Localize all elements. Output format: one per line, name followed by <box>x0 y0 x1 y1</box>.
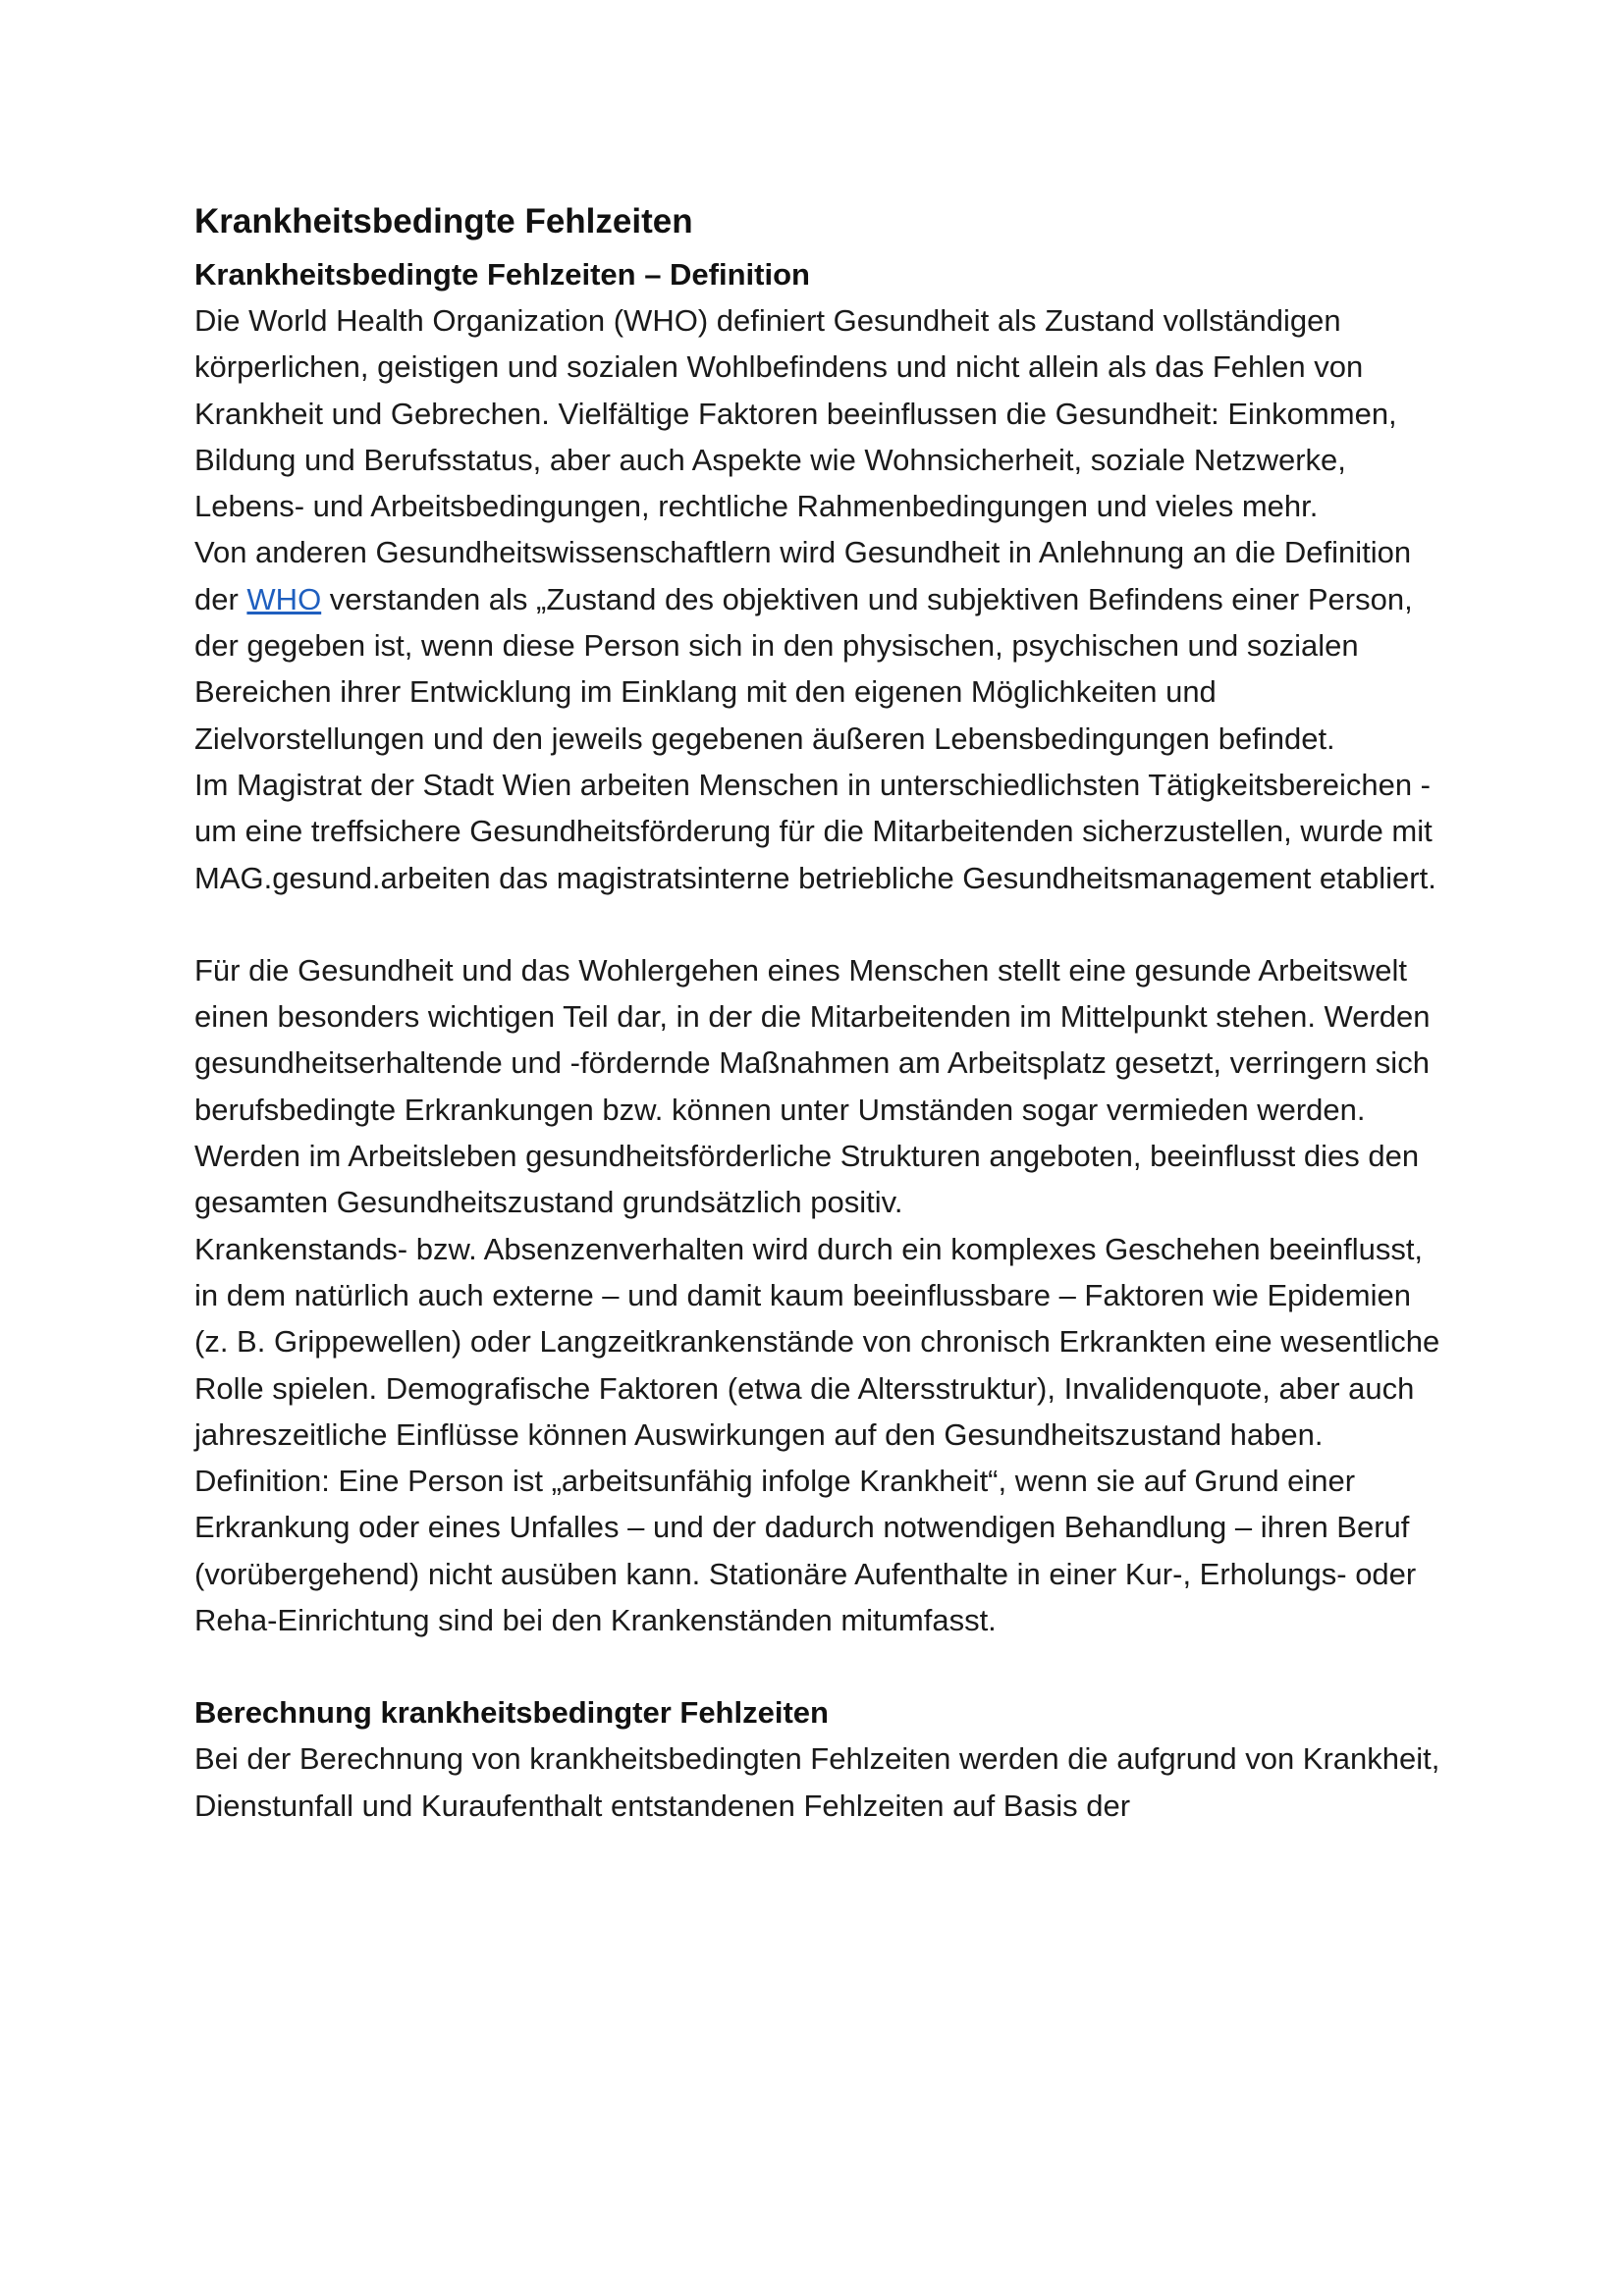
paragraph-spacer <box>194 1643 1441 1689</box>
who-link[interactable]: WHO <box>246 581 322 616</box>
section-heading-definition: Krankheitsbedingte Fehlzeiten – Definition <box>194 257 810 292</box>
section-heading-calculation: Berechnung krankheitsbedingter Fehlzeiten <box>194 1695 829 1731</box>
paragraph-incapacity-definition: Definition: Eine Person ist „arbeitsunfähig infolge Krankheit“, wenn sie auf Grund einer Erkrankung oder eines Unfalles – und der dadurch notwendigen Behandlung – ihren Beruf (vorübergehend) nicht ausüben kann. Stationäre Aufenthalte in einer Kur-, Erholungs- oder Reha-Einrichtung sind bei den Krankenständen mitumfasst. <box>194 1464 1417 1638</box>
paragraph-magistrat: Im Magistrat der Stadt Wien arbeiten Menschen in unterschiedlichsten Tätigkeitsbereichen - um eine treffsichere Gesundheitsförderung für die Mitarbeitenden sicherzustellen, wurde mit MAG.gesund.arbeiten das magistratsinterne betriebliche Gesundheitsmanagement etabliert. <box>194 767 1436 895</box>
paragraph-absence-behavior: Krankenstands- bzw. Absenzenverhalten wird durch ein komplexes Geschehen beeinflusst, in dem natürlich auch externe – und damit kaum beeinflussbare – Faktoren wie Epidemien (z. B. Grippewellen) oder Langzeitkrankenstände von chronisch Erkrankten eine wesentliche Rolle spielen. Demografische Faktoren (etwa die Altersstruktur), Invalidenquote, aber auch jahreszeitliche Einflüsse können Auswirkungen auf den Gesundheitszustand haben. <box>194 1231 1440 1452</box>
document-title: Krankheitsbedingte Fehlzeiten <box>194 202 693 240</box>
document-page <box>194 192 1441 1829</box>
paragraph-calculation: Bei der Berechnung von krankheitsbedingten Fehlzeiten werden die aufgrund von Krankheit, Dienstunfall und Kuraufenthalt entstandenen Fehlzeiten auf Basis der <box>194 1741 1440 1823</box>
paragraph-work-environment: Für die Gesundheit und das Wohlergehen eines Menschen stellt eine gesunde Arbeitswelt einen besonders wichtigen Teil dar, in der die Mitarbeitenden im Mittelpunkt stehen. Werden gesundheitserhaltende und -fördernde Maßnahmen am Arbeitsplatz gesetzt, verringern sich berufsbedingte Erkrankungen bzw. können unter Umständen sogar vermieden werden. Werden im Arbeitsleben gesundheitsförderliche Strukturen angeboten, beeinflusst dies den gesamten Gesundheitszustand grundsätzlich positiv. <box>194 952 1431 1220</box>
paragraph-text: Von anderen Gesundheitswissenschaftlern wird Gesundheit in Anlehnung an die Definition der <box>194 535 1412 616</box>
paragraph-spacer <box>194 901 1441 947</box>
paragraph-text: verstanden als „Zustand des objektiven und subjektiven Befindens einer Person, der gegeben ist, wenn diese Person sich in den physischen, psychischen und sozialen Bereichen ihrer Entwicklung im Einklang mit den eigenen Möglichkeiten und Zielvorstellungen und den jeweils gegebenen äußeren Lebensbedingungen befindet. <box>194 581 1413 756</box>
paragraph-who-definition: Die World Health Organization (WHO) definiert Gesundheit als Zustand vollständigen körperlichen, geistigen und sozialen Wohlbefindens und nicht allein als das Fehlen von Krankheit und Gebrechen. Vielfältige Faktoren beeinflussen die Gesundheit: Einkommen, Bildung und Berufsstatus, aber auch Aspekte wie Wohnsicherheit, soziale Netzwerke, Lebens- und Arbeitsbedingungen, rechtliche Rahmenbedingungen und vieles mehr. <box>194 303 1397 524</box>
paragraph-health-scientists <box>194 529 1441 761</box>
